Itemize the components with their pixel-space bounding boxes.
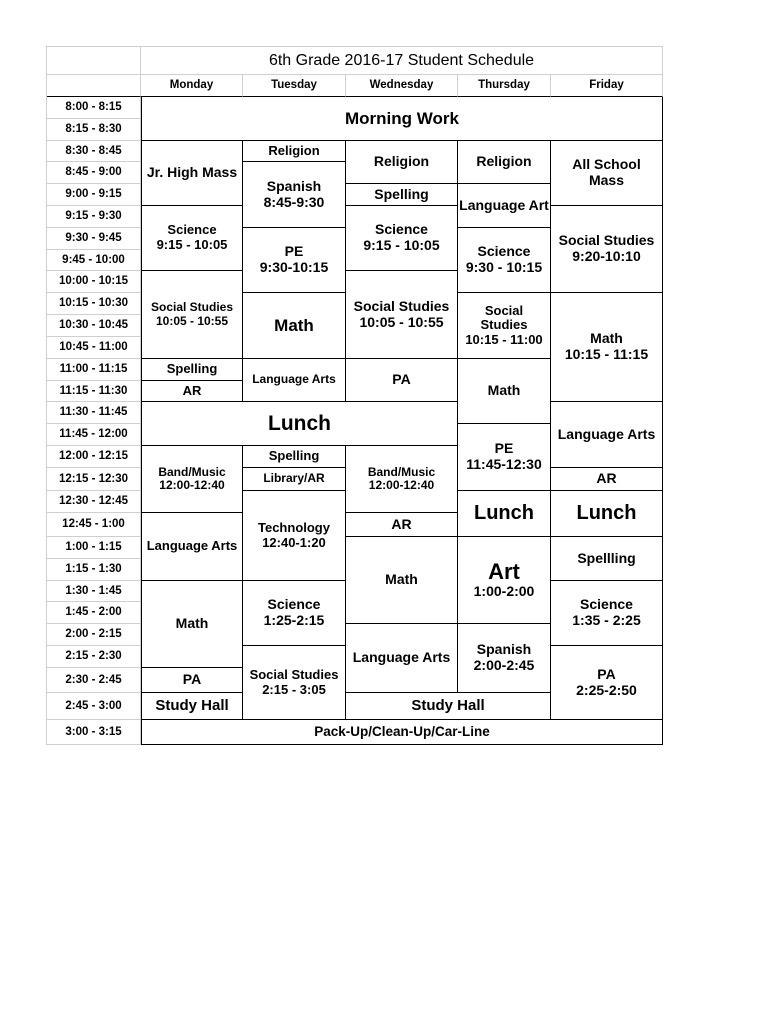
time-slot: 12:45 - 1:00	[47, 513, 141, 537]
event-time: 9:15 - 10:05	[363, 237, 440, 253]
thursday-art	[458, 537, 551, 624]
wednesday-social-studies	[346, 271, 458, 359]
time-slot: 11:45 - 12:00	[47, 424, 141, 446]
wednesday-pa: PA	[346, 359, 458, 402]
thursday-spanish	[458, 624, 551, 693]
event-time: 1:25-2:15	[263, 612, 325, 628]
event-time: 2:25-2:50	[576, 681, 637, 698]
friday-language-arts: Language Arts	[551, 402, 663, 468]
day-header-tuesday: Tuesday	[243, 75, 346, 97]
time-slot: 12:15 - 12:30	[47, 468, 141, 491]
event-time: 9:20-10:10	[572, 248, 641, 264]
thursday-science	[458, 228, 551, 293]
time-slot: 9:30 - 9:45	[47, 228, 141, 250]
monday-jr-high-mass: Jr. High Mass	[141, 141, 243, 206]
event-time: 2:15 - 3:05	[262, 681, 326, 697]
event-time: 12:00-12:40	[159, 478, 225, 492]
event-name: All School	[572, 156, 641, 173]
event-name: Social Studies	[558, 232, 655, 249]
tuesday-religion: Religion	[243, 141, 346, 162]
time-slot: 8:00 - 8:15	[47, 97, 141, 119]
time-slot: 8:45 - 9:00	[47, 162, 141, 184]
time-slot: 1:45 - 2:00	[47, 602, 141, 624]
time-slot: 8:15 - 8:30	[47, 119, 141, 141]
time-slot: 12:00 - 12:15	[47, 446, 141, 468]
thursday-pe	[458, 424, 551, 491]
event-name: Social	[484, 302, 524, 318]
monday-language-arts: Language Arts	[141, 513, 243, 581]
time-slot: 3:00 - 3:15	[47, 720, 141, 745]
tuesday-math: Math	[243, 293, 346, 359]
friday-math	[551, 293, 663, 402]
day-header-friday: Friday	[551, 75, 663, 97]
friday-pa	[551, 646, 663, 720]
event-name: PA	[597, 665, 616, 682]
event-time: 1:35 - 2:25	[572, 612, 641, 628]
event-name: Math	[590, 330, 623, 347]
event-name: Science	[267, 596, 321, 613]
time-slot: 10:30 - 10:45	[47, 315, 141, 337]
time-slot: 9:00 - 9:15	[47, 184, 141, 206]
event-time: 9:30-10:15	[259, 259, 329, 275]
event-name: Science	[580, 596, 633, 613]
time-slot: 10:45 - 11:00	[47, 337, 141, 359]
day-header-wednesday: Wednesday	[346, 75, 458, 97]
wednesday-math: Math	[346, 537, 458, 624]
event-time: 9:15 - 10:05	[156, 237, 228, 252]
lunch-block-mon-wed: Lunch	[141, 402, 458, 446]
thursday-lunch: Lunch	[458, 491, 551, 537]
time-slot: 11:00 - 11:15	[47, 359, 141, 381]
event-time: 10:05 - 10:55	[155, 313, 229, 328]
event-name: Spanish	[266, 177, 322, 194]
wednesday-band-music	[346, 446, 458, 513]
event-time: 11:45-12:30	[466, 456, 542, 472]
time-slot: 1:30 - 1:45	[47, 581, 141, 602]
event-time: 10:15 - 11:00	[465, 331, 543, 347]
thursday-religion: Religion	[458, 141, 551, 184]
morning-work-block: Morning Work	[141, 97, 663, 141]
tuesday-spelling: Spelling	[243, 446, 346, 468]
pack-up-block: Pack-Up/Clean-Up/Car-Line	[141, 720, 663, 745]
event-time: 9:30 - 10:15	[465, 259, 543, 275]
tuesday-pe	[243, 228, 346, 293]
monday-social-studies	[141, 271, 243, 359]
event-time: 10:15 - 11:15	[564, 346, 649, 362]
event-name: PE	[494, 440, 514, 457]
thursday-social-studies	[458, 293, 551, 359]
corner-cell	[47, 47, 141, 75]
wed-thu-study-hall: Study Hall	[346, 693, 551, 720]
event-name: Band/Music	[158, 464, 226, 479]
monday-pa: PA	[141, 668, 243, 693]
event-name: Art	[488, 558, 520, 584]
friday-all-school-mass	[551, 141, 663, 206]
event-name: Social Studies	[249, 666, 339, 682]
monday-math: Math	[141, 581, 243, 668]
friday-science	[551, 581, 663, 646]
tuesday-social-studies	[243, 646, 346, 720]
friday-spelling: Spellling	[551, 537, 663, 581]
event-name: Social Studies	[353, 297, 450, 314]
event-time: 1:00-2:00	[473, 583, 535, 600]
event-name: Science	[375, 221, 428, 238]
time-slot: 2:30 - 2:45	[47, 668, 141, 693]
time-slot: 10:15 - 10:30	[47, 293, 141, 315]
wednesday-language-arts: Language Arts	[346, 624, 458, 693]
wednesday-religion: Religion	[346, 141, 458, 184]
time-slot: 9:15 - 9:30	[47, 206, 141, 228]
time-slot: 12:30 - 12:45	[47, 491, 141, 513]
monday-spelling: Spelling	[141, 359, 243, 381]
day-header-thursday: Thursday	[458, 75, 551, 97]
event-name: Band/Music	[367, 464, 436, 479]
event-time: 12:40-1:20	[262, 534, 326, 550]
monday-study-hall: Study Hall	[141, 693, 243, 720]
corner-cell-header	[47, 75, 141, 97]
event-name-2: Mass	[588, 172, 625, 188]
schedule-grid	[46, 46, 663, 745]
event-name-2: Studies	[480, 317, 528, 333]
monday-band-music	[141, 446, 243, 513]
wednesday-spelling: Spelling	[346, 184, 458, 206]
tuesday-language-arts: Language Arts	[243, 359, 346, 402]
wednesday-science	[346, 206, 458, 271]
time-slot: 1:00 - 1:15	[47, 537, 141, 559]
friday-ar: AR	[551, 468, 663, 491]
day-header-monday: Monday	[141, 75, 243, 97]
tuesday-library-ar: Library/AR	[243, 468, 346, 491]
time-slot: 11:30 - 11:45	[47, 402, 141, 424]
event-name: Science	[167, 222, 217, 238]
thursday-math: Math	[458, 359, 551, 424]
time-slot: 2:45 - 3:00	[47, 693, 141, 720]
event-time: 8:45-9:30	[263, 193, 325, 210]
event-time: 10:05 - 10:55	[359, 313, 444, 330]
event-time: 2:00-2:45	[473, 657, 535, 673]
event-name: Science	[477, 243, 531, 260]
tuesday-spanish	[243, 162, 346, 228]
monday-science	[141, 206, 243, 271]
time-slot: 2:15 - 2:30	[47, 646, 141, 668]
event-name: Technology	[258, 519, 330, 535]
time-slot: 2:00 - 2:15	[47, 624, 141, 646]
time-slot: 8:30 - 8:45	[47, 141, 141, 162]
tuesday-technology	[243, 491, 346, 581]
thursday-language-art: Language Art	[458, 184, 551, 228]
event-time: 12:00-12:40	[368, 478, 435, 492]
event-name: PE	[284, 243, 304, 260]
monday-ar: AR	[141, 381, 243, 402]
event-name: Spanish	[476, 641, 532, 658]
tuesday-science	[243, 581, 346, 646]
wednesday-ar: AR	[346, 513, 458, 537]
time-slot: 11:15 - 11:30	[47, 381, 141, 402]
time-slot: 10:00 - 10:15	[47, 271, 141, 293]
friday-social-studies	[551, 206, 663, 293]
event-name: Social Studies	[150, 300, 234, 315]
schedule-title: 6th Grade 2016-17 Student Schedule	[141, 47, 663, 75]
time-slot: 9:45 - 10:00	[47, 250, 141, 271]
friday-lunch: Lunch	[551, 491, 663, 537]
time-slot: 1:15 - 1:30	[47, 559, 141, 581]
